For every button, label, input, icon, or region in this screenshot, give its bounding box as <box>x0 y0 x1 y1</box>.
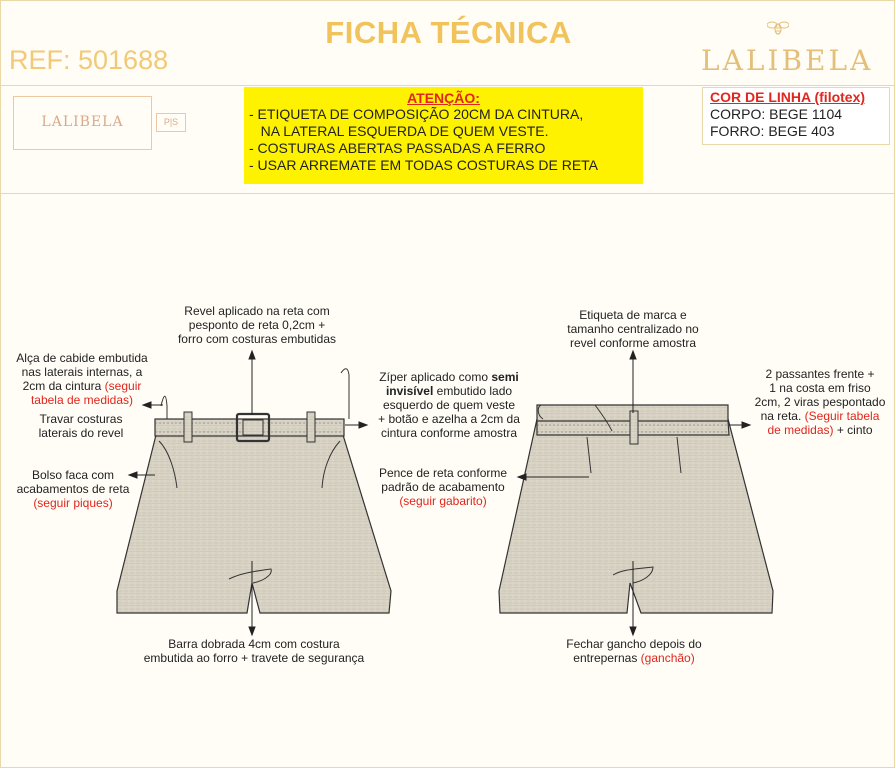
note-line: 2cm da cintura <box>22 379 102 393</box>
note-red-text: (seguir piques) <box>33 496 113 510</box>
note-line: tamanho centralizado no <box>567 322 699 336</box>
note-line: embutido lado <box>436 384 513 398</box>
note-red-text: (Seguir tabela <box>804 409 880 423</box>
note-red-text: (seguir gabarito) <box>399 494 487 508</box>
note-line: cintura conforme amostra <box>380 426 518 440</box>
note-line: na reta. <box>760 409 802 423</box>
note-bold-text: invisível <box>385 384 434 398</box>
thread-lining: FORRO: BEGE 403 <box>710 123 835 139</box>
thread-title: COR DE LINHA (filotex) <box>710 89 866 105</box>
brand-logo: LALIBELA <box>701 44 874 77</box>
note-ziper <box>369 370 529 440</box>
label-brand-text: LALIBELA <box>41 114 124 130</box>
attention-line: - ETIQUETA DE COMPOSIÇÃO 20CM DA CINTURA, <box>249 106 584 122</box>
attention-title: ATENÇÃO: <box>407 90 480 106</box>
note-line: forro com costuras embutidas <box>177 332 337 346</box>
note-line: acabamentos de reta <box>16 482 130 496</box>
note-line: pesponto de reta 0,2cm + <box>188 318 326 332</box>
attention-line: - COSTURAS ABERTAS PASSADAS A FERRO <box>249 140 546 156</box>
note-line: Etiqueta de marca e <box>579 308 687 322</box>
note-line: nas laterais internas, a <box>21 365 143 379</box>
size-tag: P|S <box>156 113 186 132</box>
note-line: + botão e azelha a 2cm da <box>378 412 520 426</box>
note-red-text: tabela de medidas) <box>30 393 134 407</box>
page-title: FICHA TÉCNICA <box>325 15 572 50</box>
note-etiqueta <box>553 308 713 350</box>
reference-code: REF: 501688 <box>9 45 169 75</box>
note-alca <box>6 351 158 407</box>
note-line: Bolso faca com <box>31 468 115 482</box>
note-line: Revel aplicado na reta com <box>184 304 330 318</box>
note-line: Alça de cabide embutida <box>16 351 148 365</box>
note-line: padrão de acabamento <box>381 480 505 494</box>
note-passantes <box>747 367 893 437</box>
note-line: Fechar gancho depois do <box>566 637 702 651</box>
note-line: esquerdo de quem veste <box>382 398 516 412</box>
note-bold-text: semi <box>491 370 519 384</box>
note-pence <box>367 466 519 508</box>
note-line: 2 passantes frente + <box>765 367 875 381</box>
thread-body: CORPO: BEGE 1104 <box>710 106 843 122</box>
note-line: Zíper aplicado como <box>379 370 489 384</box>
note-line: embutida ao forro + travete de segurança <box>143 651 365 665</box>
note-line: laterais do revel <box>38 426 124 440</box>
note-red-text: (seguir <box>104 379 142 393</box>
note-revel <box>167 304 347 346</box>
note-travar <box>29 412 133 440</box>
note-red-text: de medidas) <box>767 423 834 437</box>
attention-line: - USAR ARREMATE EM TODAS COSTURAS DE RETA <box>249 157 599 173</box>
note-gancho <box>549 637 719 665</box>
note-line: Travar costuras <box>39 412 123 426</box>
note-line: + cinto <box>836 423 873 437</box>
back-shorts-drawing <box>499 405 773 613</box>
note-line: revel conforme amostra <box>569 336 697 350</box>
note-line: entrepernas <box>573 651 638 665</box>
note-line: 1 na costa em friso <box>769 381 871 395</box>
attention-line: NA LATERAL ESQUERDA DE QUEM VESTE. <box>249 123 549 139</box>
note-red-text: (ganchão) <box>640 651 695 665</box>
note-bolso <box>5 468 141 510</box>
note-line: 2cm, 2 viras pespontado <box>754 395 886 409</box>
note-barra <box>123 637 385 665</box>
note-line: Barra dobrada 4cm com costura <box>168 637 340 651</box>
note-line: Pence de reta conforme <box>378 466 508 480</box>
